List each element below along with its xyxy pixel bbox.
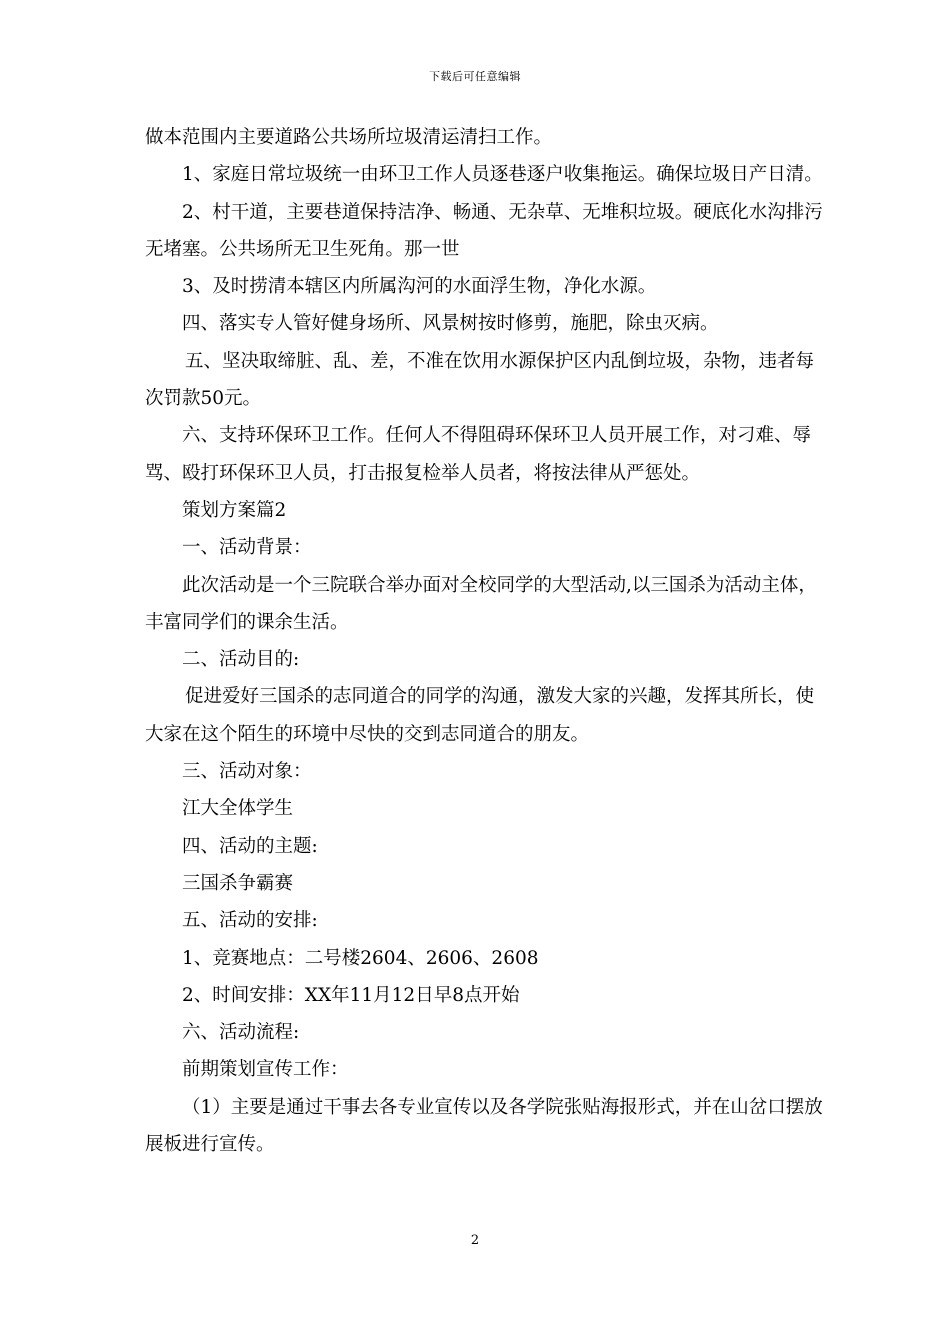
paragraph: 四、落实专人管好健身场所、风景树按时修剪，施肥，除虫灭病。: [182, 313, 719, 335]
section-heading: 一、活动背景：: [182, 537, 312, 559]
paragraph: 促进爱好三国杀的志同道合的同学的沟通，激发大家的兴趣，发挥其所长，使大家在这个陌生的环境中尽快的交到志同道合的朋友。: [145, 686, 815, 745]
paragraph: 3、及时捞清本辖区内所属沟河的水面浮生物，净化水源。: [182, 276, 657, 298]
paragraph: 2、村干道，主要巷道保持洁净、畅通、无杂草、无堆积垃圾。硬底化水沟排污无堵塞。公共场所无卫生死角。那一世: [145, 201, 823, 260]
section-heading: 四、活动的主题:: [182, 835, 318, 857]
section-heading: 二、活动目的:: [182, 649, 300, 671]
paragraph: 1、竞赛地点：二号楼2604、2606、2608: [182, 947, 539, 969]
section-heading: 五、活动的安排:: [182, 910, 318, 932]
page-number: 2: [470, 1233, 480, 1248]
document-body: [145, 119, 825, 1163]
section-heading: 三、活动对象：: [182, 761, 312, 783]
paragraph: 前期策划宣传工作：: [182, 1059, 349, 1081]
paragraph: 三国杀争霸赛: [182, 872, 294, 894]
paragraph: 五、坚决取缔脏、乱、差，不准在饮用水源保护区内乱倒垃圾，杂物，违者每次罚款50元。: [145, 350, 815, 410]
paragraph: 六、支持环保环卫工作。任何人不得阻碍环保环卫人员开展工作，对刁难、辱骂、殴打环保环卫人员，打击报复检举人员者，将按法律从严惩处。: [145, 425, 812, 484]
paragraph: 江大全体学生: [182, 798, 294, 820]
paragraph: 1、家庭日常垃圾统一由环卫工作人员逐巷逐户收集拖运。确保垃圾日产日清。: [182, 164, 823, 186]
section-title: 策划方案篇2: [182, 499, 287, 521]
paragraph: （1）主要是通过干事去各专业宣传以及各学院张贴海报形式，并在山岔口摆放展板进行宣传。: [145, 1096, 823, 1156]
paragraph: 此次活动是一个三院联合举办面对全校同学的大型活动,以三国杀为活动主体，丰富同学们的课余生活。: [145, 574, 817, 633]
section-heading: 六、活动流程:: [182, 1022, 300, 1044]
paragraph: 2、时间安排：XX年11月12日早8点开始: [182, 984, 520, 1006]
paragraph: 做本范围内主要道路公共场所垃圾清运清扫工作。: [145, 127, 553, 148]
page-header: 下载后可任意编辑: [429, 70, 521, 83]
